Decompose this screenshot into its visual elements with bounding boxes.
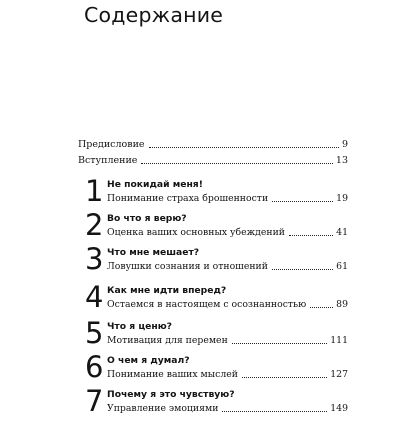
chapter-subtitle-line (107, 261, 348, 273)
chapter-page: 61 (336, 261, 348, 272)
chapter-subtitle: Остаемся в настоящем с осознанностью (107, 299, 307, 310)
toc-entry-introduction[interactable] (78, 153, 348, 167)
toc-chapter-4[interactable] (85, 280, 348, 323)
chapter-page: 149 (330, 403, 348, 414)
chapter-subtitle-line (107, 227, 348, 239)
chapter-title: Во что я верю? (107, 213, 187, 224)
chapter-subtitle: Понимание ваших мыслей (107, 369, 238, 380)
chapter-subtitle-line (107, 193, 348, 205)
chapter-title: Что мне мешает? (107, 247, 200, 258)
chapter-number: 2 (85, 208, 104, 242)
chapter-subtitle-line (107, 369, 348, 381)
dot-leader (289, 235, 333, 236)
chapter-page: 19 (336, 193, 348, 204)
page-title: Содержание (84, 3, 224, 27)
toc-chapter-7[interactable] (85, 384, 348, 427)
chapter-subtitle-line (107, 299, 348, 311)
dot-leader (222, 411, 327, 412)
chapter-number: 1 (85, 174, 104, 208)
chapter-page: 111 (330, 335, 348, 346)
chapter-subtitle-line (107, 403, 348, 415)
toc-entry-page: 13 (335, 155, 348, 166)
chapter-subtitle-line (107, 335, 348, 347)
dot-leader (232, 343, 327, 344)
chapter-number: 6 (85, 350, 104, 384)
dot-leader (272, 269, 333, 270)
chapter-page: 127 (330, 369, 348, 380)
chapter-title: О чем я думал? (107, 355, 190, 366)
chapter-subtitle: Управление эмоциями (107, 403, 219, 414)
toc-chapter-3[interactable] (85, 242, 348, 285)
chapter-number: 4 (85, 280, 104, 314)
chapter-subtitle: Понимание страха брошенности (107, 193, 269, 204)
chapter-title: Что я ценю? (107, 321, 173, 332)
dot-leader (272, 201, 333, 202)
dot-leader (242, 377, 327, 378)
toc-entry-label: Вступление (78, 155, 138, 166)
chapter-page: 41 (336, 227, 348, 238)
dot-leader (149, 147, 339, 148)
dot-leader (310, 307, 333, 308)
toc-entry-page: 9 (341, 139, 348, 150)
chapter-title: Не покидай меня! (107, 179, 203, 190)
chapter-subtitle: Ловушки сознания и отношений (107, 261, 268, 272)
chapter-number: 5 (85, 316, 104, 350)
chapter-subtitle: Мотивация для перемен (107, 335, 228, 346)
toc-entry-label: Предисловие (78, 139, 145, 150)
dot-leader (141, 163, 332, 164)
chapter-title: Как мне идти вперед? (107, 285, 227, 296)
chapter-subtitle: Оценка ваших основных убеждений (107, 227, 285, 238)
toc-entry-preface[interactable] (78, 137, 348, 151)
chapter-page: 89 (336, 299, 348, 310)
chapter-number: 3 (85, 242, 104, 276)
chapter-title: Почему я это чувствую? (107, 389, 235, 400)
chapter-number: 7 (85, 384, 104, 418)
